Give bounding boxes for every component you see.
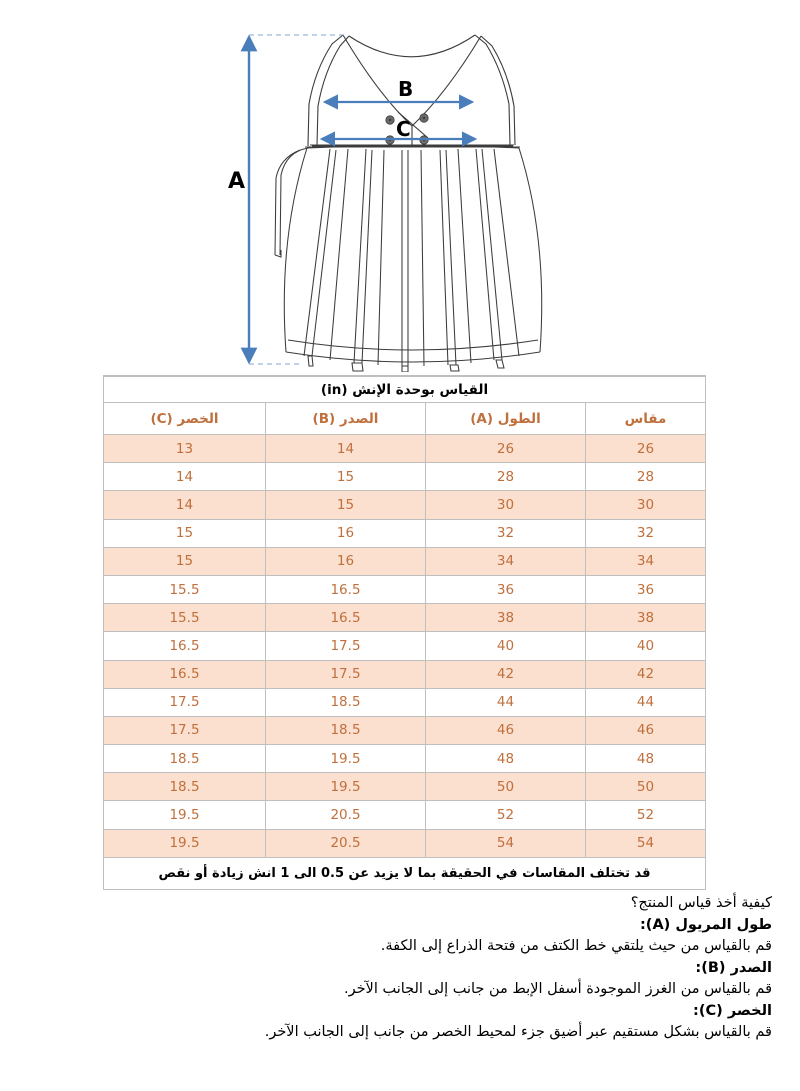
size-chart-table [103, 376, 706, 890]
cell-size: 46 [586, 716, 706, 744]
cell-size: 52 [586, 801, 706, 829]
cell-chest: 16.5 [266, 604, 426, 632]
cell-length: 46 [426, 716, 586, 744]
column-header-waist: الخصر (C) [104, 403, 266, 435]
cell-length: 28 [426, 463, 586, 491]
cell-waist: 18.5 [104, 745, 266, 773]
table-note-row [104, 857, 706, 889]
table-note: قد تختلف المقاسات في الحقيقة بما لا يزيد عن 0.5 الى 1 انش زيادة أو نقص [104, 857, 706, 889]
cell-chest: 18.5 [266, 688, 426, 716]
cell-size: 48 [586, 745, 706, 773]
instruction-text-c: قم بالقياس بشكل مستقيم عبر أضيق جزء لمحيط الخصر من جانب إلى الجانب الآخر. [264, 1024, 772, 1040]
measuring-instructions [0, 893, 772, 1044]
table-row [104, 801, 706, 829]
dress-sash [275, 148, 308, 257]
table-row [104, 716, 706, 744]
dress-illustration [0, 0, 800, 372]
cell-waist: 17.5 [104, 716, 266, 744]
cell-waist: 15 [104, 519, 266, 547]
instruction-title-a: طول المريول (A): [640, 916, 772, 933]
table-row [104, 604, 706, 632]
table-row [104, 632, 706, 660]
table-row [104, 463, 706, 491]
cell-waist: 18.5 [104, 773, 266, 801]
cell-size: 54 [586, 829, 706, 857]
instruction-title-c: الخصر (C): [693, 1002, 772, 1019]
table-row [104, 829, 706, 857]
table-header-row [104, 403, 706, 435]
cell-waist: 15.5 [104, 604, 266, 632]
table-row [104, 435, 706, 463]
cell-length: 36 [426, 575, 586, 603]
cell-length: 44 [426, 688, 586, 716]
cell-size: 38 [586, 604, 706, 632]
cell-chest: 20.5 [266, 801, 426, 829]
cell-chest: 17.5 [266, 660, 426, 688]
cell-chest: 16 [266, 547, 426, 575]
cell-waist: 14 [104, 463, 266, 491]
cell-size: 36 [586, 575, 706, 603]
cell-chest: 20.5 [266, 829, 426, 857]
cell-length: 52 [426, 801, 586, 829]
cell-length: 30 [426, 491, 586, 519]
cell-chest: 16.5 [266, 575, 426, 603]
instructions-heading: كيفية أخذ قياس المنتج؟ [630, 895, 772, 911]
cell-chest: 17.5 [266, 632, 426, 660]
cell-chest: 15 [266, 463, 426, 491]
cell-size: 32 [586, 519, 706, 547]
instruction-title-b: الصدر (B): [695, 959, 772, 976]
table-title: القياس بوحدة الإنش (in) [104, 377, 706, 403]
dress-skirt [284, 146, 541, 373]
cell-waist: 13 [104, 435, 266, 463]
table-row [104, 660, 706, 688]
cell-waist: 16.5 [104, 660, 266, 688]
cell-waist: 14 [104, 491, 266, 519]
cell-length: 54 [426, 829, 586, 857]
cell-length: 26 [426, 435, 586, 463]
cell-chest: 16 [266, 519, 426, 547]
cell-size: 42 [586, 660, 706, 688]
table-row [104, 519, 706, 547]
cell-waist: 17.5 [104, 688, 266, 716]
table-row [104, 745, 706, 773]
size-chart-container [103, 376, 705, 890]
label-b: B [398, 77, 414, 101]
cell-size: 44 [586, 688, 706, 716]
cell-size: 30 [586, 491, 706, 519]
table-row [104, 547, 706, 575]
table-row [104, 491, 706, 519]
cell-chest: 15 [266, 491, 426, 519]
cell-length: 38 [426, 604, 586, 632]
cell-waist: 19.5 [104, 829, 266, 857]
cell-size: 26 [586, 435, 706, 463]
table-row [104, 575, 706, 603]
cell-size: 28 [586, 463, 706, 491]
label-a: A [228, 169, 246, 194]
label-c: C [396, 117, 411, 141]
cell-waist: 15 [104, 547, 266, 575]
cell-length: 34 [426, 547, 586, 575]
instruction-text-b: قم بالقياس من الغرز الموجودة أسفل الإبط من جانب إلى الجانب الآخر. [343, 981, 772, 997]
cell-size: 40 [586, 632, 706, 660]
cell-length: 50 [426, 773, 586, 801]
cell-chest: 19.5 [266, 745, 426, 773]
table-row [104, 688, 706, 716]
cell-chest: 18.5 [266, 716, 426, 744]
cell-length: 32 [426, 519, 586, 547]
cell-length: 48 [426, 745, 586, 773]
cell-length: 42 [426, 660, 586, 688]
column-header-length: الطول (A) [426, 403, 586, 435]
cell-chest: 19.5 [266, 773, 426, 801]
measurement-guides [249, 35, 475, 364]
cell-size: 34 [586, 547, 706, 575]
cell-size: 50 [586, 773, 706, 801]
table-row [104, 773, 706, 801]
cell-length: 40 [426, 632, 586, 660]
cell-waist: 19.5 [104, 801, 266, 829]
column-header-chest: الصدر (B) [266, 403, 426, 435]
instruction-text-a: قم بالقياس من حيث يلتقي خط الكتف من فتحة الذراع إلى الكفة. [380, 938, 772, 954]
cell-chest: 14 [266, 435, 426, 463]
cell-waist: 16.5 [104, 632, 266, 660]
table-title-row [104, 377, 706, 403]
cell-waist: 15.5 [104, 575, 266, 603]
column-header-size: مقاس [586, 403, 706, 435]
